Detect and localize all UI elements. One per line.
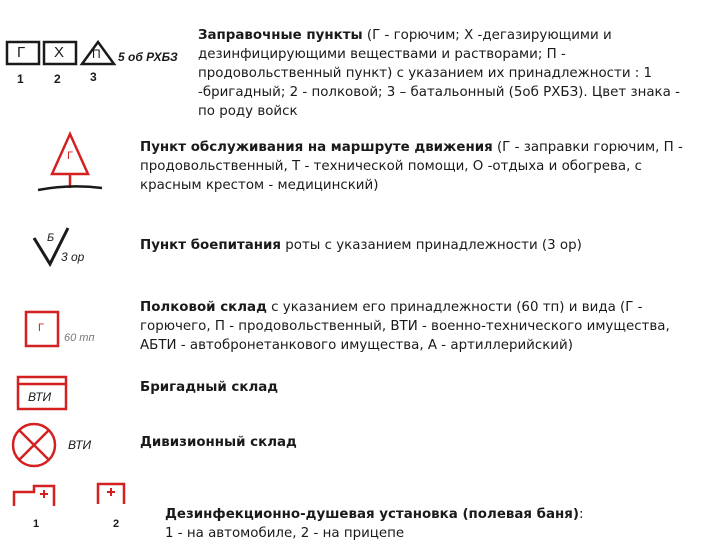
refuel-icon: [4, 36, 194, 92]
regiment-unit: 60 тп: [64, 332, 95, 344]
ammo-text: [140, 236, 700, 255]
route-title: Пункт обслуживания на маршруте движения: [140, 140, 493, 155]
brigade-text: [140, 378, 700, 397]
brigade-label: ВТИ: [28, 390, 52, 404]
ammo-desc: роты с указанием принадлежности (3 ор): [281, 238, 582, 253]
route-desc: (Г - заправки горючим, П - продовольственный, Т - технической помощи, О -отдыха и обогрева, с красным крестом - медицинский): [140, 140, 683, 193]
refuel-num1: 1: [17, 72, 24, 86]
refuel-desc: (Г - горючим; Х -дегазирующими и дезинфицирующими веществами и растворами; П - продовольственный пункт) с указанием их принадлежности : 1 -бригадный; 2 - полковой; 3 – батальонный (5об РХБЗ). Цвет знака - по роду войск: [198, 28, 680, 119]
division-label: ВТИ: [68, 438, 92, 452]
disinfect-text: [165, 486, 705, 543]
route-service-icon: [34, 128, 114, 198]
refuel-unit: 5 об РХБЗ: [118, 50, 178, 64]
brigade-title: Бригадный склад: [140, 380, 279, 395]
refuel-symbol: [4, 36, 194, 92]
disinfect-num1: 1: [33, 518, 40, 530]
division-text: [140, 433, 700, 452]
disinfect-num2: 2: [113, 518, 120, 530]
disinfect-title: Дезинфекционно-душевая установка (полевая баня): [165, 507, 580, 522]
ammo-letter: Б: [47, 232, 55, 244]
division-symbol: [8, 420, 108, 470]
regiment-desc: с указанием его принадлежности (60 тп) и вида (Г - горючего, П - продовольственный, ВТИ - военно-технического имущества, АБТИ - автобронетанкового имущества, А - артиллерийский): [140, 300, 670, 353]
regiment-title: Полковой склад: [140, 300, 267, 315]
regiment-text: [140, 298, 700, 355]
refuel-box2-letter: Х: [54, 44, 65, 61]
regiment-symbol: [24, 308, 114, 352]
route-letter: Г: [67, 150, 73, 162]
disinfect-desc: : 1 - на автомобиле, 2 - на прицепе: [165, 507, 584, 541]
ammo-point-icon: [30, 226, 110, 272]
route-text: [140, 138, 700, 195]
disinfect-symbol-1: [10, 482, 70, 534]
ammo-title: Пункт боепитания: [140, 238, 281, 253]
refuel-title: Заправочные пункты: [198, 28, 363, 43]
route-symbol: [34, 128, 114, 198]
disinfect-symbol-2: [92, 480, 142, 534]
refuel-box1-letter: Г: [17, 44, 26, 61]
disinfect-truck-icon: [10, 482, 70, 534]
refuel-num3: 3: [90, 70, 97, 84]
refuel-tri-letter: П: [92, 47, 101, 61]
ammo-symbol: [30, 226, 110, 272]
brigade-symbol: [16, 374, 72, 412]
regiment-letter: Г: [38, 322, 44, 334]
refuel-text: [198, 26, 698, 121]
division-title: Дивизионный склад: [140, 435, 297, 450]
division-depot-icon: [8, 420, 108, 470]
ammo-unit: 3 ор: [61, 250, 85, 264]
refuel-num2: 2: [54, 72, 61, 86]
